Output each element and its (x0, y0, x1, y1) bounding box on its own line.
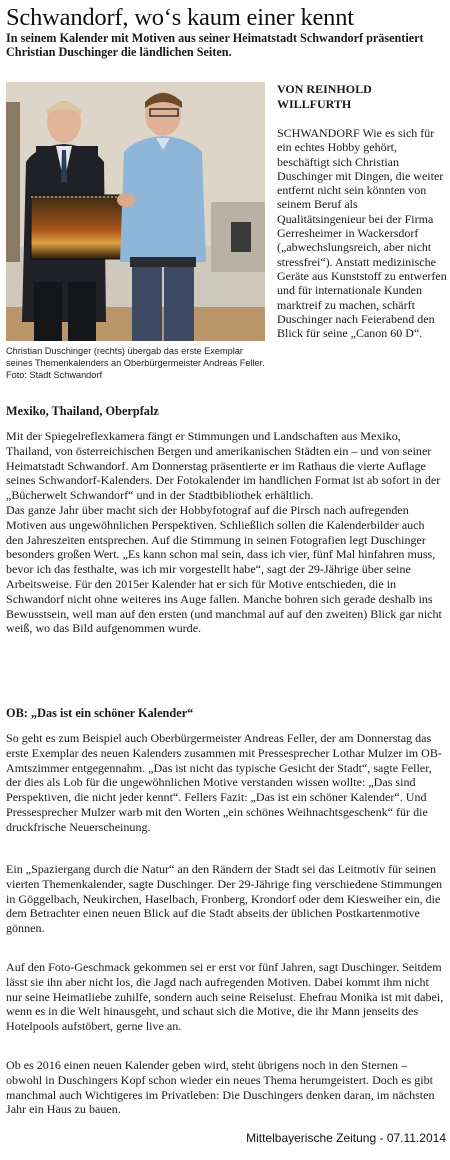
subheading-mexiko: Mexiko, Thailand, Oberpfalz (6, 404, 159, 418)
subheading-ob: OB: „Das ist ein schöner Kalender“ (6, 706, 194, 720)
headline: Schwandorf, wo‘s kaum einer kennt (6, 4, 354, 31)
paragraph: Ob es 2016 einen neuen Kalender geben wird, steht übrigens noch in den Sternen – obwohl in Duschingers Kopf schon wieder ein neues Thema herumgeistert. Doch es gibt manchmal auch Wichtigeres im Privatleben: Die Duschingers denken daran, im nächsten Jahr ein Haus zu bauen. (6, 1058, 435, 1117)
intro-column-text: SCHWANDORF Wie es sich für ein echtes Hobby gehört, beschäftigt sich Christian Duschinger mit Dingen, die weiter entfernt nicht sein könnten von seinem Beruf als Qualitätsingenieur bei der Firma Gerresheimer in Wackersdorf („abwechslungsreich, aber nicht stressfrei“). Anstatt medizinische Geräte aus Kunststoff zu entwerfen und für internationale Kunden marktreif zu machen, schärft Duschinger nach Feierabend den Blick für seine „Canon 60 D“. (277, 126, 447, 341)
paragraph: Mit der Spiegelreflexkamera fängt er Stimmungen und Landschaften aus Mexiko, Thailand, von österreichischen Bergen und amerikanischen Städten ein – und von seiner Heimatstadt Schwandorf. Am Donnerstag präsentierte er im Rathaus die vierte Auflage seines Schwandorf-Kalenders. Der Fotokalender im handlichen Format ist ab sofort in der „Bücherwelt Schwandorf“ und in der Stadtbibliothek erhältlich. (6, 429, 441, 503)
paragraph: Das ganze Jahr über macht sich der Hobbyfotograf auf die Pirsch nach aufregenden Motiven aus ungewöhnlichen Perspektiven. Schließlich sollen die Kalenderbilder auch den Jahreszeiten entsprechen. Auf die Stimmung in seinen Fotografien legt Duschinger besonders großen Wert. „Es kann schon mal sein, dass ich vier, fünf Mal hinfahren muss, bevor ich das festhalte, was ich mir vorgestellt habe“, sagt der 29-Jährige über seine Arbeitsweise. Für den 2015er Kalender hat er sich für Motive entschieden, die in Schwandorf nicht ohne weiteres ins Auge fallen. Manche bohren sich gerade deshalb ins Bewusstsein, weil man auf den ersten (und manchmal auf auf den zweiten) Blick gar nicht weiß, wo das Bild aufgenommen wurde. (6, 503, 442, 636)
article-photo (6, 82, 265, 341)
source-footer: Mittelbayerische Zeitung - 07.11.2014 (246, 1131, 446, 1145)
paragraph: Ein „Spaziergang durch die Natur“ an den Rändern der Stadt sei das Leitmotiv für seinen vierten Themenkalender, sagte Duschinger. Der 29-Jährige fing verschiedene Stimmungen in Göggelbach, Neukirchen, Haselbach, Fronberg, Krondorf oder dem Kiesweiher ein, die dem Betrachter einen neuen Blick auf die Stadt abseits der üblichen Postkartenmotive gönnen. (6, 862, 443, 936)
photo-caption: Christian Duschinger (rechts) übergab das erste Exemplar seines Themenkalenders an Oberbürgermeister Andreas Feller. Foto: Stadt Schwandorf (6, 346, 265, 380)
paragraph: So geht es zum Beispiel auch Oberbürgermeister Andreas Feller, der am Donnerstag das erste Exemplar des neuen Kalenders zusammen mit Pressesprecher Lothar Mulzer im OB-Amtszimmer entgegennahm. „Das ist nicht das typische Gesicht der Stadt“, sagte Feller, der dies als Lob für die ungewöhnlichen Motive verstanden wissen wollte: „Das sind Perspektiven, die nicht jeder kennt“. Fellers Fazit: „Das ist ein schöner Kalender“. Und Pressesprecher Mulzer warb mit den Worten „ein schönes Weihnachtsgeschenk“ für die druckfrische Neuerscheinung. (6, 731, 442, 834)
photo-illustration (6, 82, 265, 341)
paragraph: Auf den Foto-Geschmack gekommen sei er erst vor fünf Jahren, sagt Duschinger. Seitdem lässt sie ihn aber nicht los, die Jagd nach aufregenden Motiven. Dabei kommt ihm nicht nur seine Heimatliebe zuhilfe, sondern auch seine Reiselust. Ehefrau Monika ist mit dabei, wenn es in die Welt hinausgeht, und schaut sich die Motive, die ihr Mann jenseits des Hotelpools aufstöbert, gerne live an. (6, 960, 444, 1034)
byline: VON REINHOLD WILLFURTH (277, 82, 372, 111)
lead-paragraph: In seinem Kalender mit Motiven aus seiner Heimatstadt Schwandorf präsentiert Christian Duschinger die ländlichen Seiten. (6, 31, 424, 59)
